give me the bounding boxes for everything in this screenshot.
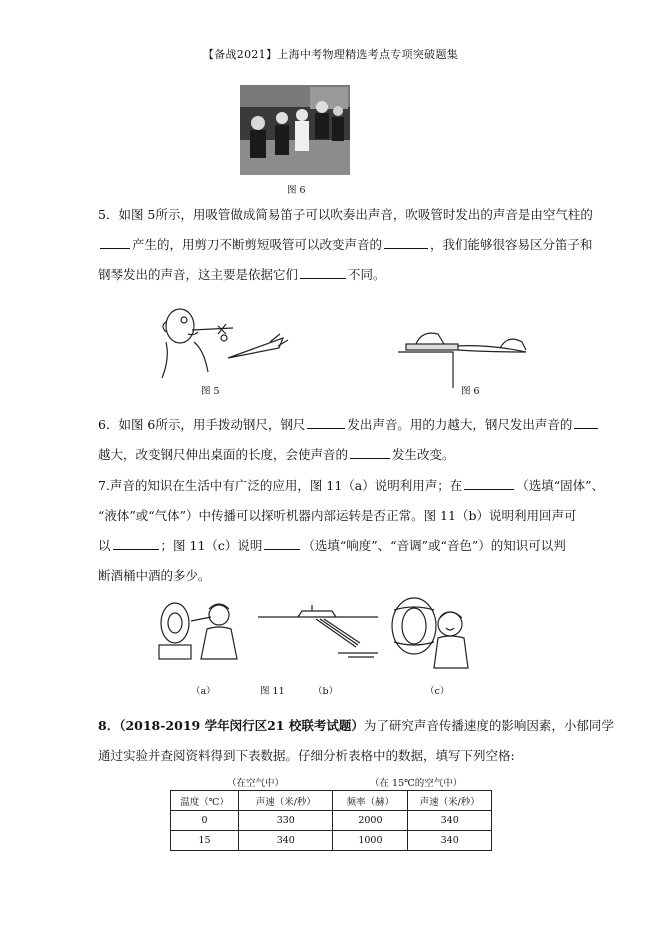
- question-6: [98, 410, 578, 470]
- q6-line-2: 越大，改变钢尺伸出桌面的长度，会使声音的 发生改变。: [98, 447, 455, 462]
- q7-line-1: 7.声音的知识在生活中有广泛的应用，图 11（a）说明利用声；在 （选填“固体”、: [98, 478, 605, 493]
- table-cell: 340: [239, 831, 333, 851]
- q5-line-2: 产生的，用剪刀不断剪短吸管可以改变声音的 ，我们能够很容易区分笛子和: [98, 230, 578, 260]
- figure-label-a: （a）: [191, 686, 216, 697]
- table-cell: 15: [171, 831, 239, 851]
- figure-caption: 图 5: [201, 386, 220, 397]
- table-header-cell: 声速（米/秒）: [408, 791, 492, 811]
- answer-blank[interactable]: [100, 235, 130, 249]
- question-8: [98, 711, 614, 771]
- wine-barrel-illustration: [388, 594, 473, 678]
- table-cell: 340: [408, 811, 492, 831]
- q8-line-2: 通过实验并查阅资料得到下表数据。仔细分析表格中的数据，填写下列空格:: [98, 748, 515, 763]
- figure-label-b: （b）: [313, 686, 339, 697]
- machine-listening-illustration: [155, 595, 245, 669]
- table-caption-left: （在空气中）: [227, 778, 285, 789]
- table-header-cell: 频率（赫）: [333, 791, 408, 811]
- q7-line-4: 断酒桶中酒的多少。: [98, 568, 211, 583]
- straw-whistle-illustration: [158, 296, 298, 390]
- page-header: 【备战2021】上海中考物理精选考点专项突破题集: [202, 48, 459, 61]
- table-header-cell: 温度（℃）: [171, 791, 239, 811]
- answer-blank[interactable]: [464, 476, 514, 490]
- answer-blank[interactable]: [350, 445, 390, 459]
- question-7: [98, 471, 605, 591]
- q6-line-1: 6．如图 6所示，用手拨动钢尺，钢尺 发出声音。用的力越大，钢尺发出声音的: [98, 410, 578, 440]
- table-row: [171, 811, 492, 831]
- children-photo: [240, 85, 350, 175]
- sound-speed-table: [170, 790, 492, 851]
- q5-line-3: 钢琴发出的声音，这主要是依据它们 不同。: [98, 267, 386, 282]
- table-cell: 1000: [333, 831, 408, 851]
- q8-line-1: 8．（2018-2019 学年闵行区21 校联考试题）为了研究声音传播速度的影响因素，小郁同学: [98, 718, 614, 733]
- answer-blank[interactable]: [264, 536, 300, 550]
- figure-label-c: （c）: [425, 686, 450, 697]
- sonar-ship-illustration: [258, 603, 378, 667]
- table-cell: 0: [171, 811, 239, 831]
- answer-blank[interactable]: [307, 415, 345, 429]
- table-cell: 330: [239, 811, 333, 831]
- figure-caption: 图 6: [287, 185, 306, 196]
- table-header-row: [171, 791, 492, 811]
- table-row: [171, 831, 492, 851]
- q5-line-1: 5．如图 5所示，用吸管做成简易笛子可以吹奏出声音，吹吸管时发出的声音是由空气柱的: [98, 207, 593, 222]
- table-header-cell: 声速（米/秒）: [239, 791, 333, 811]
- answer-blank[interactable]: [300, 265, 346, 279]
- ruler-desk-illustration: [396, 318, 531, 392]
- figure-caption: 图 6: [461, 386, 480, 397]
- answer-blank[interactable]: [574, 415, 598, 429]
- table-cell: 2000: [333, 811, 408, 831]
- question-5: [98, 200, 593, 290]
- table-caption-right: （在 15℃的空气中）: [370, 778, 463, 789]
- q7-line-2: “液体”或“气体”）中传播可以探听机器内部运转是否正常。图 11（b）说明利用回声可: [98, 508, 577, 523]
- answer-blank[interactable]: [113, 536, 159, 550]
- answer-blank[interactable]: [384, 235, 428, 249]
- q7-line-3: 以 ；图 11（c）说明 （选填“响度”、“音调”或“音色”）的知识可以判: [98, 538, 566, 553]
- figure-caption: 图 11: [260, 686, 285, 697]
- table-cell: 340: [408, 831, 492, 851]
